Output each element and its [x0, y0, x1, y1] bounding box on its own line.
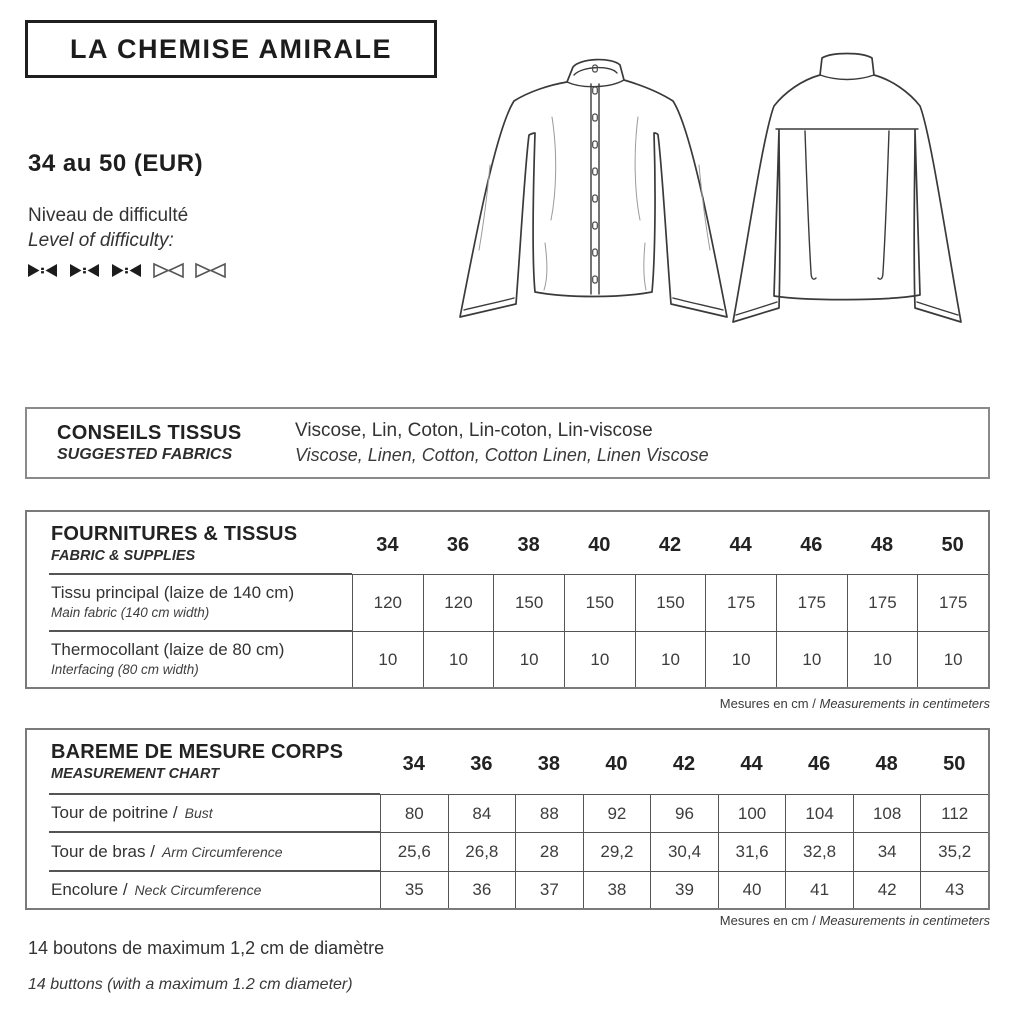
- table-cell: 84: [448, 794, 516, 832]
- size-column-header: 40: [588, 533, 611, 556]
- bow-filled-icon: [111, 261, 142, 280]
- table-cell: 32,8: [785, 832, 853, 871]
- table-cell: 10: [564, 631, 635, 687]
- table-cell: 10: [917, 631, 988, 687]
- units-note-en: Measurements in centimeters: [819, 696, 990, 711]
- table-cell: 80: [380, 794, 448, 832]
- table-cell: 120: [423, 574, 494, 631]
- table-cell: 175: [705, 574, 776, 631]
- supplies-table-title-en: FABRIC & SUPPLIES: [51, 548, 196, 564]
- table-cell: 104: [785, 794, 853, 832]
- bow-filled-icon: [69, 261, 100, 280]
- table-row-label: [27, 574, 352, 631]
- size-column-header: 50: [941, 533, 964, 556]
- buttons-note-fr: 14 boutons de maximum 1,2 cm de diamètre: [28, 938, 385, 958]
- size-column-header: 46: [800, 533, 823, 556]
- table-row-label: [27, 832, 380, 871]
- fabric-advice-value-fr: Viscose, Lin, Coton, Lin-coton, Lin-viscose: [295, 420, 653, 441]
- table-cell: 112: [920, 794, 988, 832]
- table-cell: 150: [635, 574, 706, 631]
- size-column-header: 34: [402, 752, 425, 775]
- row-label-en: Neck Circumference: [134, 881, 262, 898]
- table-cell: 10: [493, 631, 564, 687]
- table-cell: 31,6: [718, 832, 786, 871]
- shirt-front-drawing: [452, 45, 737, 350]
- difficulty-rating: [27, 261, 226, 280]
- table-cell: 10: [776, 631, 847, 687]
- units-note: [720, 696, 990, 711]
- row-label-en: Interfacing (80 cm width): [51, 662, 199, 677]
- row-label-fr: Encolure /: [51, 879, 128, 899]
- table-row-label: [27, 631, 352, 687]
- table-cell: 175: [847, 574, 918, 631]
- table-cell: 25,6: [380, 832, 448, 871]
- units-note-fr: Mesures en cm /: [719, 913, 816, 928]
- table-cell: 36: [448, 871, 516, 908]
- table-cell: 108: [853, 794, 921, 832]
- table-cell: 175: [776, 574, 847, 631]
- bow-outline-icon: [195, 261, 226, 280]
- row-label-fr: Tour de bras /: [51, 841, 155, 861]
- fabric-advice-label-fr: CONSEILS TISSUS: [57, 422, 242, 444]
- buttons-note-en: 14 buttons (with a maximum 1.2 cm diameter): [28, 976, 353, 993]
- table-cell: 38: [583, 871, 651, 908]
- table-cell: 29,2: [583, 832, 651, 871]
- table-cell: 10: [635, 631, 706, 687]
- size-column-header: 34: [376, 533, 399, 556]
- shirt-back-drawing: [727, 50, 972, 350]
- fabric-advice-box: [25, 407, 990, 479]
- table-cell: 10: [352, 631, 423, 687]
- supplies-table-title-fr: FOURNITURES & TISSUS: [51, 523, 298, 545]
- table-cell: 35,2: [920, 832, 988, 871]
- measurement-table-header: [27, 730, 380, 794]
- bow-filled-icon: [27, 261, 58, 280]
- table-cell: 10: [705, 631, 776, 687]
- row-label-fr: Tissu principal (laize de 140 cm): [51, 583, 295, 602]
- table-cell: 10: [423, 631, 494, 687]
- size-column-header: 48: [870, 533, 894, 556]
- table-cell: 30,4: [650, 832, 718, 871]
- table-cell: 41: [785, 871, 853, 908]
- size-column-header: 42: [672, 752, 696, 775]
- pattern-title-box: [25, 20, 437, 78]
- table-cell: 35: [380, 871, 448, 908]
- units-note: [720, 913, 990, 928]
- units-note-fr: Mesures en cm /: [719, 696, 816, 711]
- table-cell: 42: [853, 871, 921, 908]
- fabric-advice-label: [27, 422, 295, 464]
- table-cell: 37: [515, 871, 583, 908]
- table-cell: 96: [650, 794, 718, 832]
- supplies-table-header: [27, 512, 352, 574]
- fabric-advice-label-en: SUGGESTED FABRICS: [57, 446, 233, 463]
- row-label-fr: Thermocollant (laize de 80 cm): [51, 640, 285, 659]
- table-cell: 26,8: [448, 832, 516, 871]
- size-column-header: 44: [729, 533, 752, 556]
- table-cell: 88: [515, 794, 583, 832]
- table-cell: 175: [917, 574, 988, 631]
- table-row-label: [27, 871, 380, 908]
- table-row-label: [27, 794, 380, 832]
- difficulty-label-en: Level of difficulty:: [28, 230, 174, 251]
- table-cell: 150: [493, 574, 564, 631]
- size-column-header: 50: [943, 752, 966, 775]
- table-cell: 92: [583, 794, 651, 832]
- size-column-header: 36: [446, 533, 470, 556]
- row-label-en: Main fabric (140 cm width): [51, 605, 210, 620]
- row-label-en: Arm Circumference: [161, 843, 283, 860]
- units-note-en: Measurements in centimeters: [819, 913, 990, 928]
- size-column-header: 36: [470, 752, 493, 775]
- table-cell: 120: [352, 574, 423, 631]
- bow-outline-icon: [153, 261, 184, 280]
- table-cell: 28: [515, 832, 583, 871]
- fabric-advice-value-en: Viscose, Linen, Cotton, Cotton Linen, Linen Viscose: [295, 445, 709, 465]
- row-label-fr: Tour de poitrine /: [51, 803, 178, 822]
- row-label-en: Bust: [184, 805, 213, 821]
- supplies-table: [25, 510, 990, 689]
- size-column-header: 38: [537, 752, 560, 775]
- table-cell: 40: [718, 871, 786, 908]
- size-column-header: 46: [807, 752, 831, 775]
- table-cell: 10: [847, 631, 918, 687]
- fabric-advice-values: [295, 420, 709, 466]
- measurement-table: [25, 728, 990, 910]
- size-column-header: 48: [875, 752, 898, 775]
- table-cell: 34: [853, 832, 921, 871]
- size-column-header: 44: [740, 752, 763, 775]
- table-cell: 100: [718, 794, 786, 832]
- measurement-table-title-en: MEASUREMENT CHART: [51, 766, 220, 782]
- size-column-header: 42: [658, 533, 682, 556]
- table-cell: 43: [920, 871, 988, 908]
- size-column-header: 40: [605, 752, 628, 775]
- size-column-header: 38: [517, 533, 540, 556]
- table-cell: 39: [650, 871, 718, 908]
- pattern-title: LA CHEMISE AMIRALE: [70, 33, 392, 64]
- table-cell: 150: [564, 574, 635, 631]
- measurement-table-title-fr: BAREME DE MESURE CORPS: [51, 741, 344, 763]
- size-range: 34 au 50 (EUR): [28, 150, 204, 177]
- difficulty-label-fr: Niveau de difficulté: [28, 205, 189, 226]
